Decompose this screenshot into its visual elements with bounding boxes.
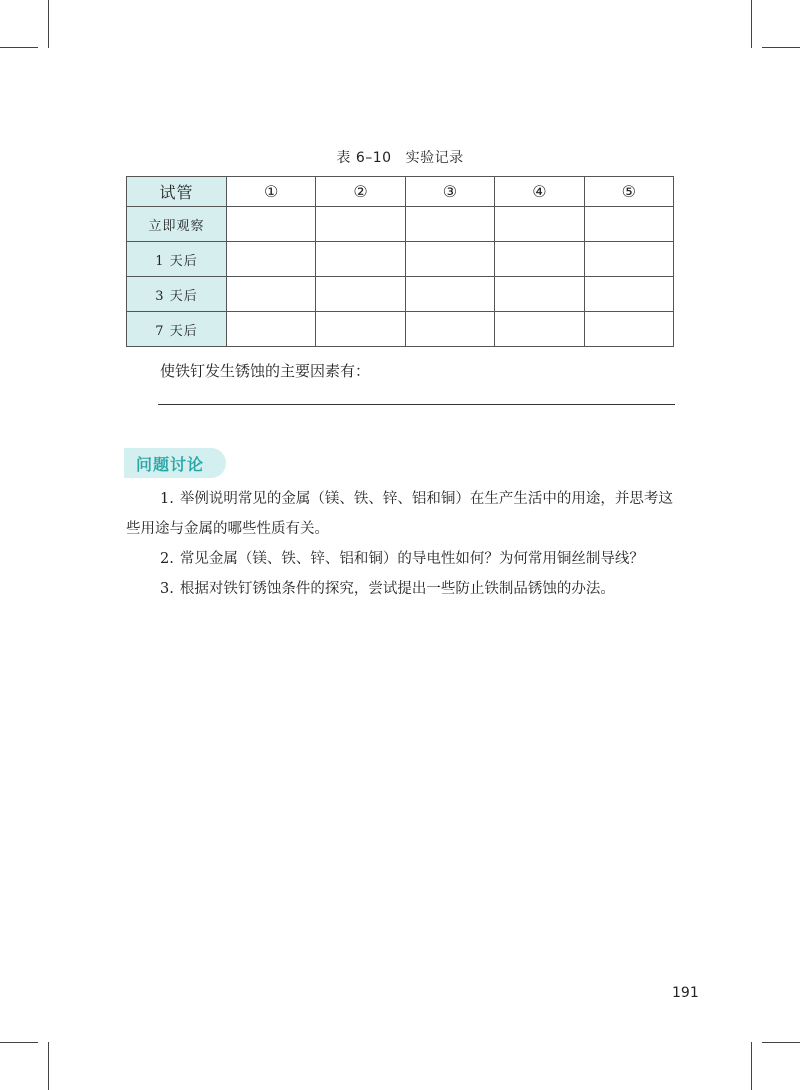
row-header: 7 天后 [127,312,227,347]
empty-cell [584,207,673,242]
empty-cell [316,242,405,277]
empty-cell [584,312,673,347]
table-caption [0,147,800,167]
empty-cell [316,277,405,312]
empty-cell [495,207,584,242]
question-item [126,544,686,574]
crop-mark [48,0,49,48]
question-item [126,484,686,544]
crop-mark [751,0,752,48]
empty-cell [495,277,584,312]
page-number: 191 [672,985,699,1001]
question-number: 2. [160,551,174,567]
column-header: ③ [405,177,494,207]
empty-cell [227,312,316,347]
empty-cell [405,207,494,242]
row-header: 1 天后 [127,242,227,277]
crop-mark [0,47,38,48]
corner-cell: 试管 [127,177,227,207]
empty-cell [495,312,584,347]
row-header: 3 天后 [127,277,227,312]
table-row [127,277,674,312]
table-number: 表 6–10 [336,150,392,166]
empty-cell [584,277,673,312]
table-row [127,207,674,242]
empty-cell [316,207,405,242]
empty-cell [227,242,316,277]
crop-mark [762,1042,800,1043]
question-text: 举例说明常见的金属（镁、铁、锌、铝和铜）在生产生活中的用途，并思考这些用途与金属的哪些性质有关。 [126,491,673,537]
crop-mark [48,1042,49,1090]
column-header: ④ [495,177,584,207]
table-row [127,242,674,277]
question-number: 3. [160,581,174,597]
column-header: ⑤ [584,177,673,207]
empty-cell [495,242,584,277]
empty-cell [227,277,316,312]
column-header: ② [316,177,405,207]
empty-cell [405,242,494,277]
crop-mark [762,47,800,48]
question-number: 1. [160,491,174,507]
row-header: 立即观察 [127,207,227,242]
answer-line [158,404,675,405]
section-heading-tag [124,448,226,478]
section-title: 问题讨论 [136,454,205,474]
crop-mark [751,1042,752,1090]
empty-cell [405,312,494,347]
table-header-row [127,177,674,207]
experiment-record-table [126,176,674,347]
column-header: ① [227,177,316,207]
table-title: 实验记录 [405,150,464,166]
empty-cell [584,242,673,277]
empty-cell [316,312,405,347]
crop-mark [0,1042,38,1043]
table-row [127,312,674,347]
empty-cell [405,277,494,312]
question-text: 常见金属（镁、铁、锌、铝和铜）的导电性如何？为何常用铜丝制导线？ [179,551,644,567]
empty-cell [227,207,316,242]
factors-prompt: 使铁钉发生锈蚀的主要因素有： [160,362,371,380]
question-text: 根据对铁钉锈蚀条件的探究，尝试提出一些防止铁制品锈蚀的办法。 [179,581,615,597]
question-item [126,574,686,604]
